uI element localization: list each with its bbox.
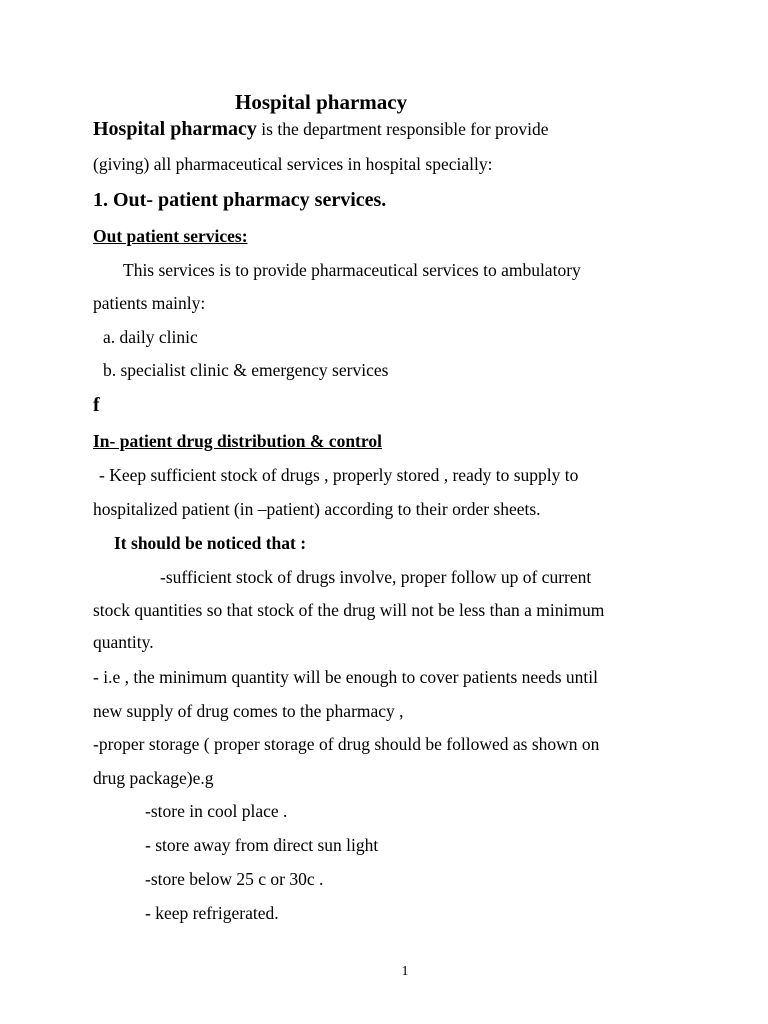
intro-term: Hospital pharmacy [93, 118, 257, 140]
outpatient-para-line-2: patients mainly: [93, 293, 206, 313]
list-item-specialist-clinic: b. specialist clinic & emergency services [103, 360, 389, 380]
list-item-daily-clinic: a. daily clinic [103, 327, 198, 347]
ie-line-2: new supply of drug comes to the pharmacy , [93, 701, 404, 721]
storage-item: - store away from direct sun light [145, 835, 379, 855]
stock-line-3: quantity. [93, 632, 154, 652]
intro-line-2: (giving) all pharmaceutical services in hospital specially: [93, 154, 493, 174]
intro-text-1: is the department responsible for provide [256, 119, 549, 139]
notice-heading: It should be noticed that : [114, 533, 307, 553]
stray-character: f [93, 394, 100, 416]
inpatient-para-line-1: - Keep sufficient stock of drugs , properly stored , ready to supply to [99, 465, 579, 485]
page-number: 1 [401, 964, 409, 979]
page-title: Hospital pharmacy [235, 90, 408, 114]
intro-line-1 [93, 118, 549, 140]
subheading-inpatient-distribution: In- patient drug distribution & control [93, 431, 382, 451]
subheading-outpatient-services: Out patient services: [93, 226, 248, 246]
stock-line-1: -sufficient stock of drugs involve, proper follow up of current [160, 567, 592, 587]
outpatient-para-line-1: This services is to provide pharmaceutical services to ambulatory [123, 260, 581, 280]
storage-item: - keep refrigerated. [145, 903, 279, 923]
section-heading-outpatient-pharmacy: 1. Out- patient pharmacy services. [93, 189, 387, 211]
storage-item: -store below 25 c or 30c . [145, 869, 324, 889]
storage-item: -store in cool place . [145, 801, 288, 821]
ie-line-1: - i.e , the minimum quantity will be enough to cover patients needs until [93, 667, 598, 687]
stock-line-2: stock quantities so that stock of the drug will not be less than a minimum [93, 600, 605, 620]
storage-line-1: -proper storage ( proper storage of drug should be followed as shown on [93, 734, 600, 754]
storage-line-2: drug package)e.g [93, 768, 214, 788]
inpatient-para-line-2: hospitalized patient (in –patient) according to their order sheets. [93, 499, 541, 519]
